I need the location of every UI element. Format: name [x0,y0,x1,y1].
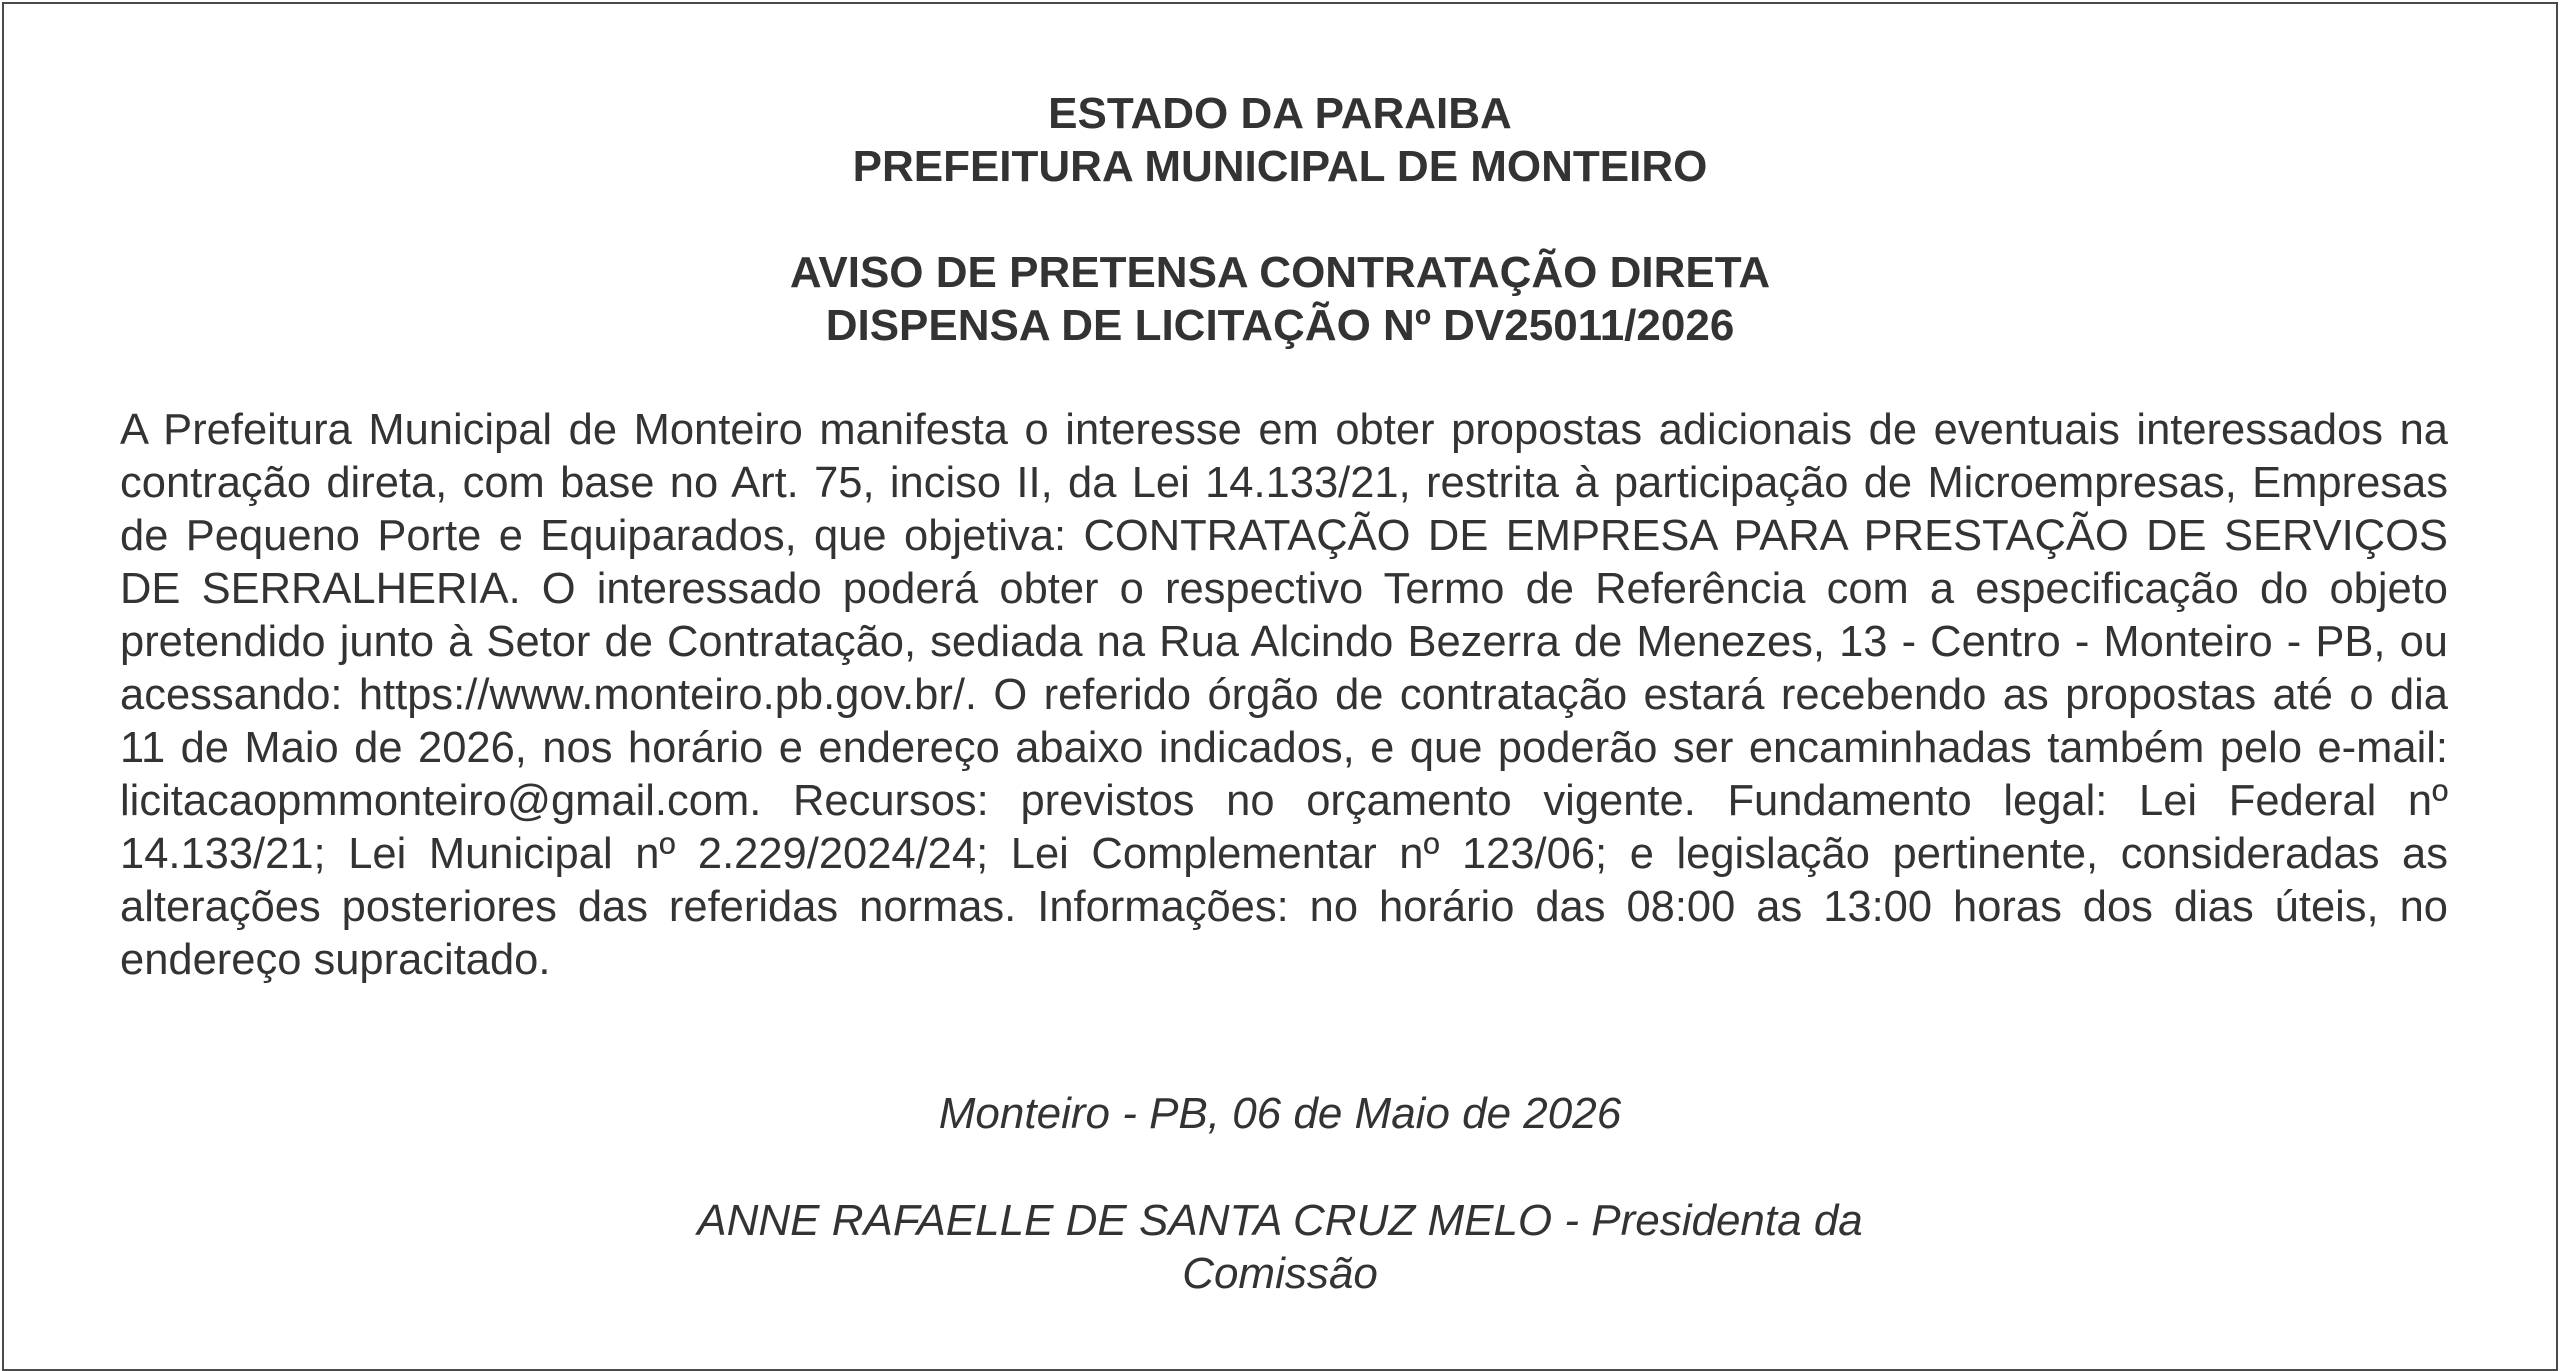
state-heading: ESTADO DA PARAIBA [1048,89,1512,138]
notice-header [4,246,2556,352]
signatory-name-line: ANNE RAFAELLE DE SANTA CRUZ MELO - Presidenta da [697,1196,1863,1245]
place-and-date: Monteiro - PB, 06 de Maio de 2026 [938,1089,1622,1138]
notice-document [2,2,2558,1371]
municipality-heading: PREFEITURA MUNICIPAL DE MONTEIRO [852,142,1708,191]
notice-body-paragraph: A Prefeitura Municipal de Monteiro manifesta o interesse em obter propostas adicionais de eventuais interessados na contração direta, com base no Art. 75, inciso II, da Lei 14.133/21, restrita à participação de Microempresas, Empresas de Pequeno Porte e Equiparados, que objetiva: CONTRATAÇÃO DE EMPRESA PARA PRESTAÇÃO DE SERVIÇOS DE SERRALHERIA. O interessado poderá obter o respectivo Termo de Referência com a especificação do objeto pretendido junto à Setor de Contratação, sediada na Rua Alcindo Bezerra de Menezes, 13 - Centro - Monteiro - PB, ou acessando: https://www.monteiro.pb.gov.br/. O referido órgão de contratação estará recebendo as propostas até o dia 11 de Maio de 2026, nos horário e endereço abaixo indicados, e que poderão ser encaminhadas também pelo e-mail: licitacaopmmonteiro@gmail.com. Recursos: previstos no orçamento vigente. Fundamento legal: Lei Federal nº 14.133/21; Lei Municipal nº 2.229/2024/24; Lei Complementar nº 123/06; e legislação pertinente, consideradas as alterações posteriores das referidas normas. Informações: no horário das 08:00 as 13:00 horas dos dias úteis, no endereço supracitado. [120,406,2448,984]
notice-number: DISPENSA DE LICITAÇÃO Nº DV25011/2026 [825,301,1735,350]
signatory-block [4,1194,2556,1300]
notice-title: AVISO DE PRETENSA CONTRATAÇÃO DIRETA [789,248,1771,297]
issuer-header [4,87,2556,193]
signatory-role-line: Comissão [1182,1249,1378,1298]
